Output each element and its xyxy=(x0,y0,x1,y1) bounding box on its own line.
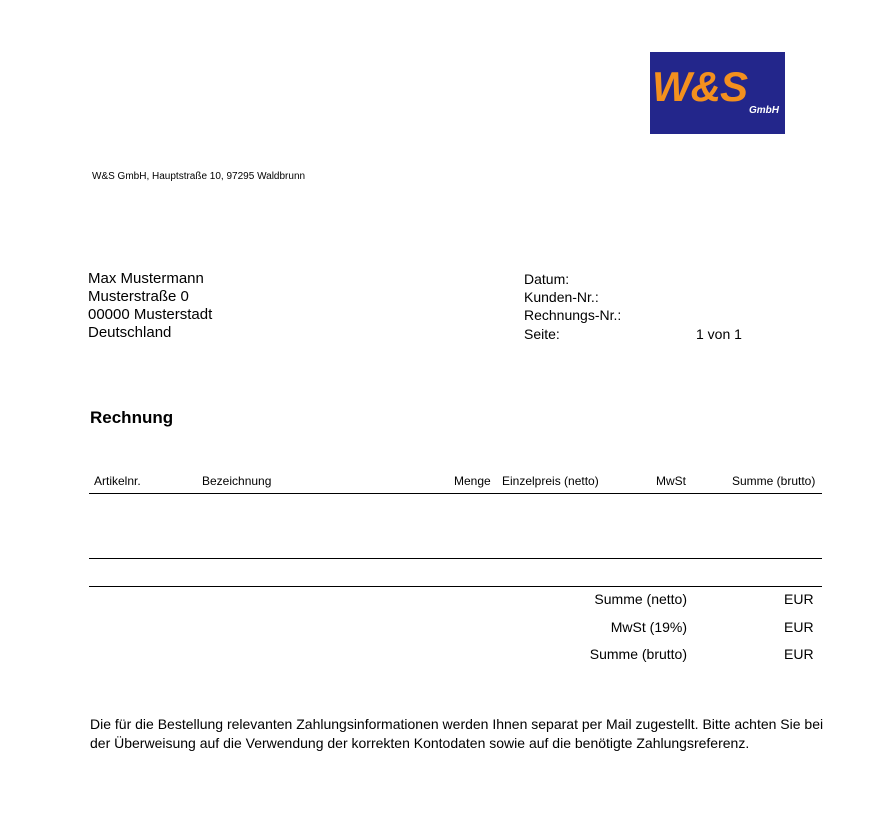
col-header-unit-price: Einzelpreis (netto) xyxy=(502,474,599,488)
table-footer-rule xyxy=(89,586,822,587)
col-header-quantity: Menge xyxy=(454,474,491,488)
total-gross-currency: EUR xyxy=(784,646,814,662)
col-header-total-gross: Summe (brutto) xyxy=(732,474,816,488)
recipient-name: Max Mustermann xyxy=(88,270,204,287)
recipient-street: Musterstraße 0 xyxy=(88,288,189,305)
total-net-currency: EUR xyxy=(784,591,814,607)
table-header-rule xyxy=(89,493,822,494)
logo-brand: W&S xyxy=(652,63,747,110)
date-label: Datum: xyxy=(524,271,570,287)
payment-note: Die für die Bestellung relevanten Zahlungsinformationen werden Ihnen separat per Mail zugestellt. Bitte achten Sie bei der Überweisung auf die Verwendung der korrekten Kontodaten sowie auf die benötigte Zahlungsreferenz. xyxy=(90,716,824,751)
col-header-vat: MwSt xyxy=(656,474,686,488)
page-label: Seite: xyxy=(524,326,560,342)
page-value: 1 von 1 xyxy=(696,326,742,342)
logo-suffix: GmbH xyxy=(749,105,779,116)
table-body-rule xyxy=(89,558,822,559)
total-net-label: Summe (netto) xyxy=(594,591,687,607)
document-title: Rechnung xyxy=(90,408,174,427)
total-gross-label: Summe (brutto) xyxy=(589,646,687,662)
customer-number-label: Kunden-Nr.: xyxy=(524,289,599,305)
invoice-number-label: Rechnungs-Nr.: xyxy=(524,307,622,323)
sender-address-line: W&S GmbH, Hauptstraße 10, 97295 Waldbrunn xyxy=(92,171,306,182)
vat-currency: EUR xyxy=(784,619,814,635)
col-header-article-number: Artikelnr. xyxy=(94,474,141,488)
recipient-country: Deutschland xyxy=(88,324,172,341)
vat-label: MwSt (19%) xyxy=(610,619,687,635)
company-logo xyxy=(650,52,785,134)
col-header-description: Bezeichnung xyxy=(202,474,272,488)
recipient-city: 00000 Musterstadt xyxy=(88,306,213,323)
